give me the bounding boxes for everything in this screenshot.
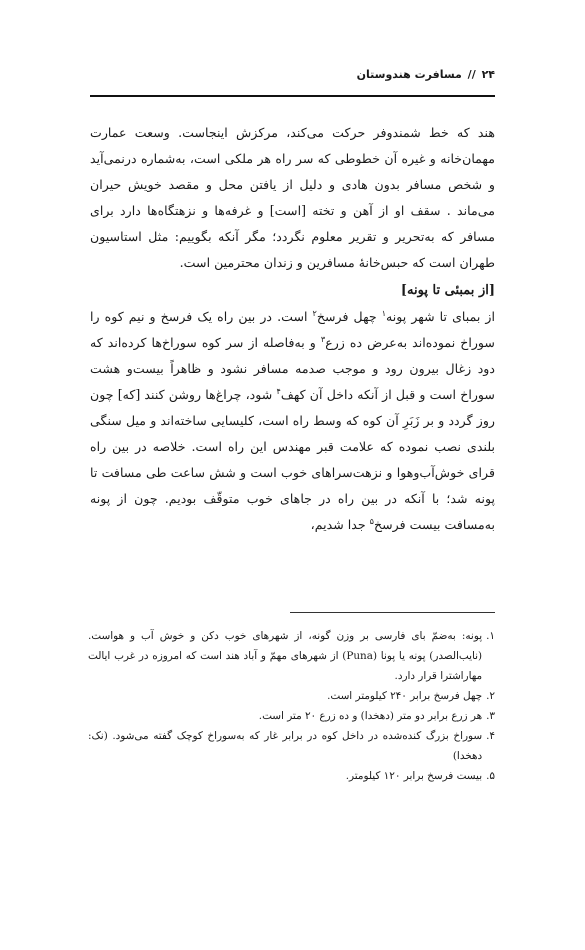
footnotes bbox=[88, 626, 495, 786]
header-separator: // bbox=[467, 68, 476, 81]
footnote-text: هر زرع برابر دو متر (دهخدا) و ده زرع ۲۰ متر است. bbox=[258, 710, 483, 722]
text-run: از بمبای تا شهر پونه bbox=[386, 309, 495, 324]
footnote bbox=[88, 686, 495, 706]
section-heading: [از بمبئی تا پونه] bbox=[400, 283, 495, 298]
text-run: جدا شدیم، bbox=[310, 517, 370, 532]
body-text bbox=[90, 120, 495, 538]
footnote bbox=[88, 726, 495, 766]
footnote-number: ۳. bbox=[486, 710, 495, 722]
text-run: و به‌فاصله از سر کوه سوراخ‌ها کرده‌اند که دود زغال بیرون رود و موجب صدمه مسافر نشود و ظاهراً بیست‌و هشت سوراخ است و قبل از آنکه داخل آن کهف bbox=[90, 335, 495, 402]
text-run: است. در بین راه یک فرسخ و نیم کوه را سوراخ نموده‌اند به‌عرض ده زرع bbox=[90, 309, 495, 350]
footnote-ref: ۳ bbox=[320, 334, 326, 344]
footnote-rule bbox=[290, 612, 495, 613]
footnote bbox=[88, 766, 495, 786]
footnote bbox=[88, 626, 495, 686]
footnote-text: چهل فرسخ برابر ۲۴۰ کیلومتر است. bbox=[327, 690, 483, 702]
footnote-ref: ۵ bbox=[369, 516, 374, 526]
running-header bbox=[90, 68, 495, 92]
footnote-text: بیست فرسخ برابر ۱۲۰ کیلومتر. bbox=[345, 770, 483, 782]
footnote-text: پونه: به‌ضمّ بای فارسی بر وزن گونه، از شهرهای خوب دکن و خوش آب و هواست. (نایب‌الصدر) پونه یا پونا (Puna) از شهرهای مهمّ و آباد هند است که امروزه در غرب ایالت مهاراشترا قرار دارد. bbox=[88, 630, 483, 682]
header-rule bbox=[90, 95, 495, 97]
footnote-ref: ۲ bbox=[312, 308, 317, 318]
footnote-number: ۱. bbox=[486, 630, 495, 642]
page-number: ۲۴ bbox=[481, 68, 495, 81]
running-title: مسافرت هندوستان bbox=[356, 68, 462, 81]
footnote-number: ۵. bbox=[486, 770, 495, 782]
footnote-text: سوراخ بزرگ کنده‌شده در داخل کوه در برابر غار که به‌سوراخ کوچک گفته می‌شود. (نک: دهخدا) bbox=[88, 730, 483, 762]
text-run: شود، چراغ‌ها روشن کنند [که] چون روز گردد و بر زَبَرِ آن کوه که وسط راه است، کلیسایی ساخته‌اند و میل سنگی بلندی نصب نموده که علامت قبر مهندس این راه است. خلاصه در بین راه قرای خوش‌آب‌وهوا و نزهت‌سراهای خوب است و شش ساعت طی مسافت تا پونه شد؛ با آنکه در بین راه در جاهای خوب متوقّف بودیم. چون از پونه به‌مسافت بیست فرسخ bbox=[90, 387, 495, 532]
footnote-number: ۴. bbox=[486, 730, 495, 742]
footnote-number: ۲. bbox=[486, 690, 495, 702]
paragraph bbox=[90, 304, 495, 538]
paragraph: هند که خط شمندوفر حرکت می‌کند، مرکزش اینجاست. وسعت عمارت مهمان‌خانه و غیره آن خطوطی که سر راه هر ملکی است، به‌شماره درنمی‌آید و شخص مسافر بدون هادی و دلیل از یافتن محل و مقصد خویش حیران می‌ماند . سقف او از آهن و تخته [است] و غرفه‌ها و نزهتگاه‌ها دارد برای مسافر که به‌تحریر و تقریر معلوم نگردد؛ مگر آنکه بگوییم: مثل استاسیون طهران است که حبس‌خانهٔ مسافرین و زندان محترمین است. bbox=[90, 125, 495, 270]
footnote-ref: ۴ bbox=[276, 386, 281, 396]
text-run: چهل فرسخ bbox=[316, 309, 382, 324]
footnote-ref: ۱ bbox=[381, 308, 387, 318]
footnote bbox=[88, 706, 495, 726]
